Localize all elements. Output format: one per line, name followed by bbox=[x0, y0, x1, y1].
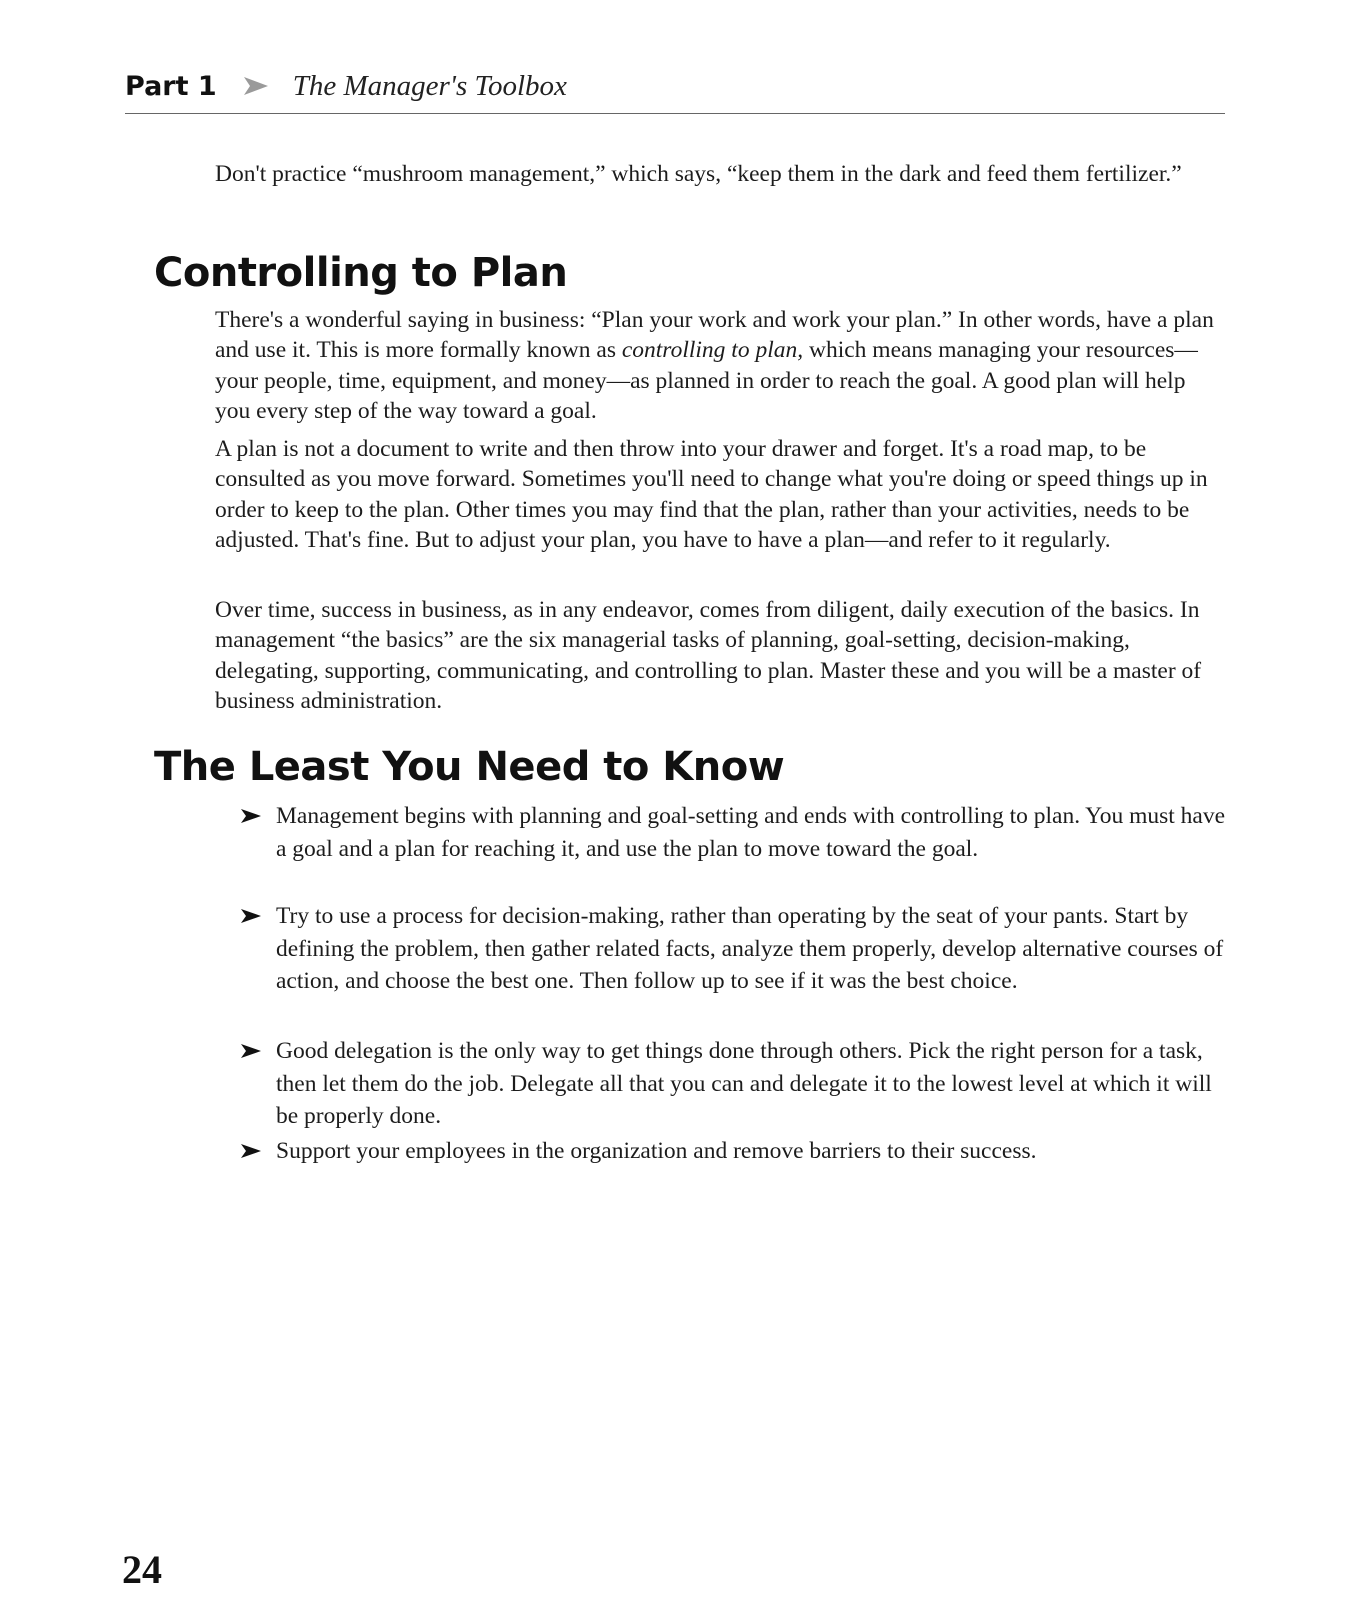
section1-paragraph-3: Over time, success in business, as in any endeavor, comes from diligent, daily execution of the basics. In management “the basics” are the six managerial tasks of planning, goal-setting, decision-making, delegating, supporting, communicating, and controlling to plan. Master these and you will be a master of business administration. bbox=[215, 597, 1202, 715]
page-number: 24 bbox=[122, 1547, 162, 1592]
part-label: Part 1 bbox=[125, 70, 217, 102]
arrowhead-bullet-icon bbox=[240, 1035, 276, 1068]
list-item bbox=[240, 900, 1230, 998]
section1-p1-emphasis: controlling to plan, bbox=[621, 337, 804, 364]
section-heading-controlling-to-plan: Controlling to Plan bbox=[154, 250, 568, 296]
bullet-text: Management begins with planning and goal-setting and ends with controlling to plan. You must have a goal and a plan for reaching it, and use the plan to move toward the goal. bbox=[276, 803, 1226, 862]
section1-p1-after: which means managing your resources—your people, time, equipment, and money—as planned in order to reach the goal. A good plan will help you every step of the way toward a goal. bbox=[215, 337, 1198, 425]
arrowhead-bullet-icon bbox=[240, 900, 276, 933]
list-item bbox=[240, 800, 1230, 865]
section-heading-least-you-need-to-know: The Least You Need to Know bbox=[154, 744, 785, 790]
bullet-text: Good delegation is the only way to get things done through others. Pick the right person for a task, then let them do the job. Delegate all that you can and delegate it to the lowest level at which it will be properly done. bbox=[276, 1038, 1212, 1129]
section1-paragraph-1 bbox=[215, 305, 1225, 427]
header-rule bbox=[125, 113, 1225, 114]
bullet-text: Support your employees in the organization and remove barriers to their success. bbox=[276, 1138, 1037, 1164]
list-item bbox=[240, 1035, 1230, 1133]
list-item bbox=[240, 1135, 1230, 1168]
arrowhead-bullet-icon bbox=[240, 1135, 276, 1168]
book-title: The Manager's Toolbox bbox=[292, 69, 567, 102]
section1-paragraph-2: A plan is not a document to write and then throw into your drawer and forget. It's a road map, to be consulted as you move forward. Sometimes you'll need to change what you're doing or speed things up in order to keep to the plan. Other times you may find that the plan, rather than your activities, needs to be adjusted. That's fine. But to adjust your plan, you have to have a plan—and refer to it regularly. bbox=[215, 436, 1208, 554]
intro-paragraph: Don't practice “mushroom management,” which says, “keep them in the dark and feed them fertilizer.” bbox=[215, 161, 1182, 187]
arrowhead-bullet-icon bbox=[240, 800, 276, 833]
section1-p1-before: There's a wonderful saying in business: “Plan your work and work your plan.” In other words, have a plan and use it. This is more formally known as bbox=[215, 307, 1214, 364]
bullet-text: Try to use a process for decision-making, rather than operating by the seat of your pants. Start by defining the problem, then gather related facts, analyze them properly, develop alternative courses of action, and choose the best one. Then follow up to see if it was the best choice. bbox=[276, 903, 1224, 994]
running-header bbox=[125, 64, 1225, 108]
right-arrowhead-icon bbox=[243, 76, 269, 96]
